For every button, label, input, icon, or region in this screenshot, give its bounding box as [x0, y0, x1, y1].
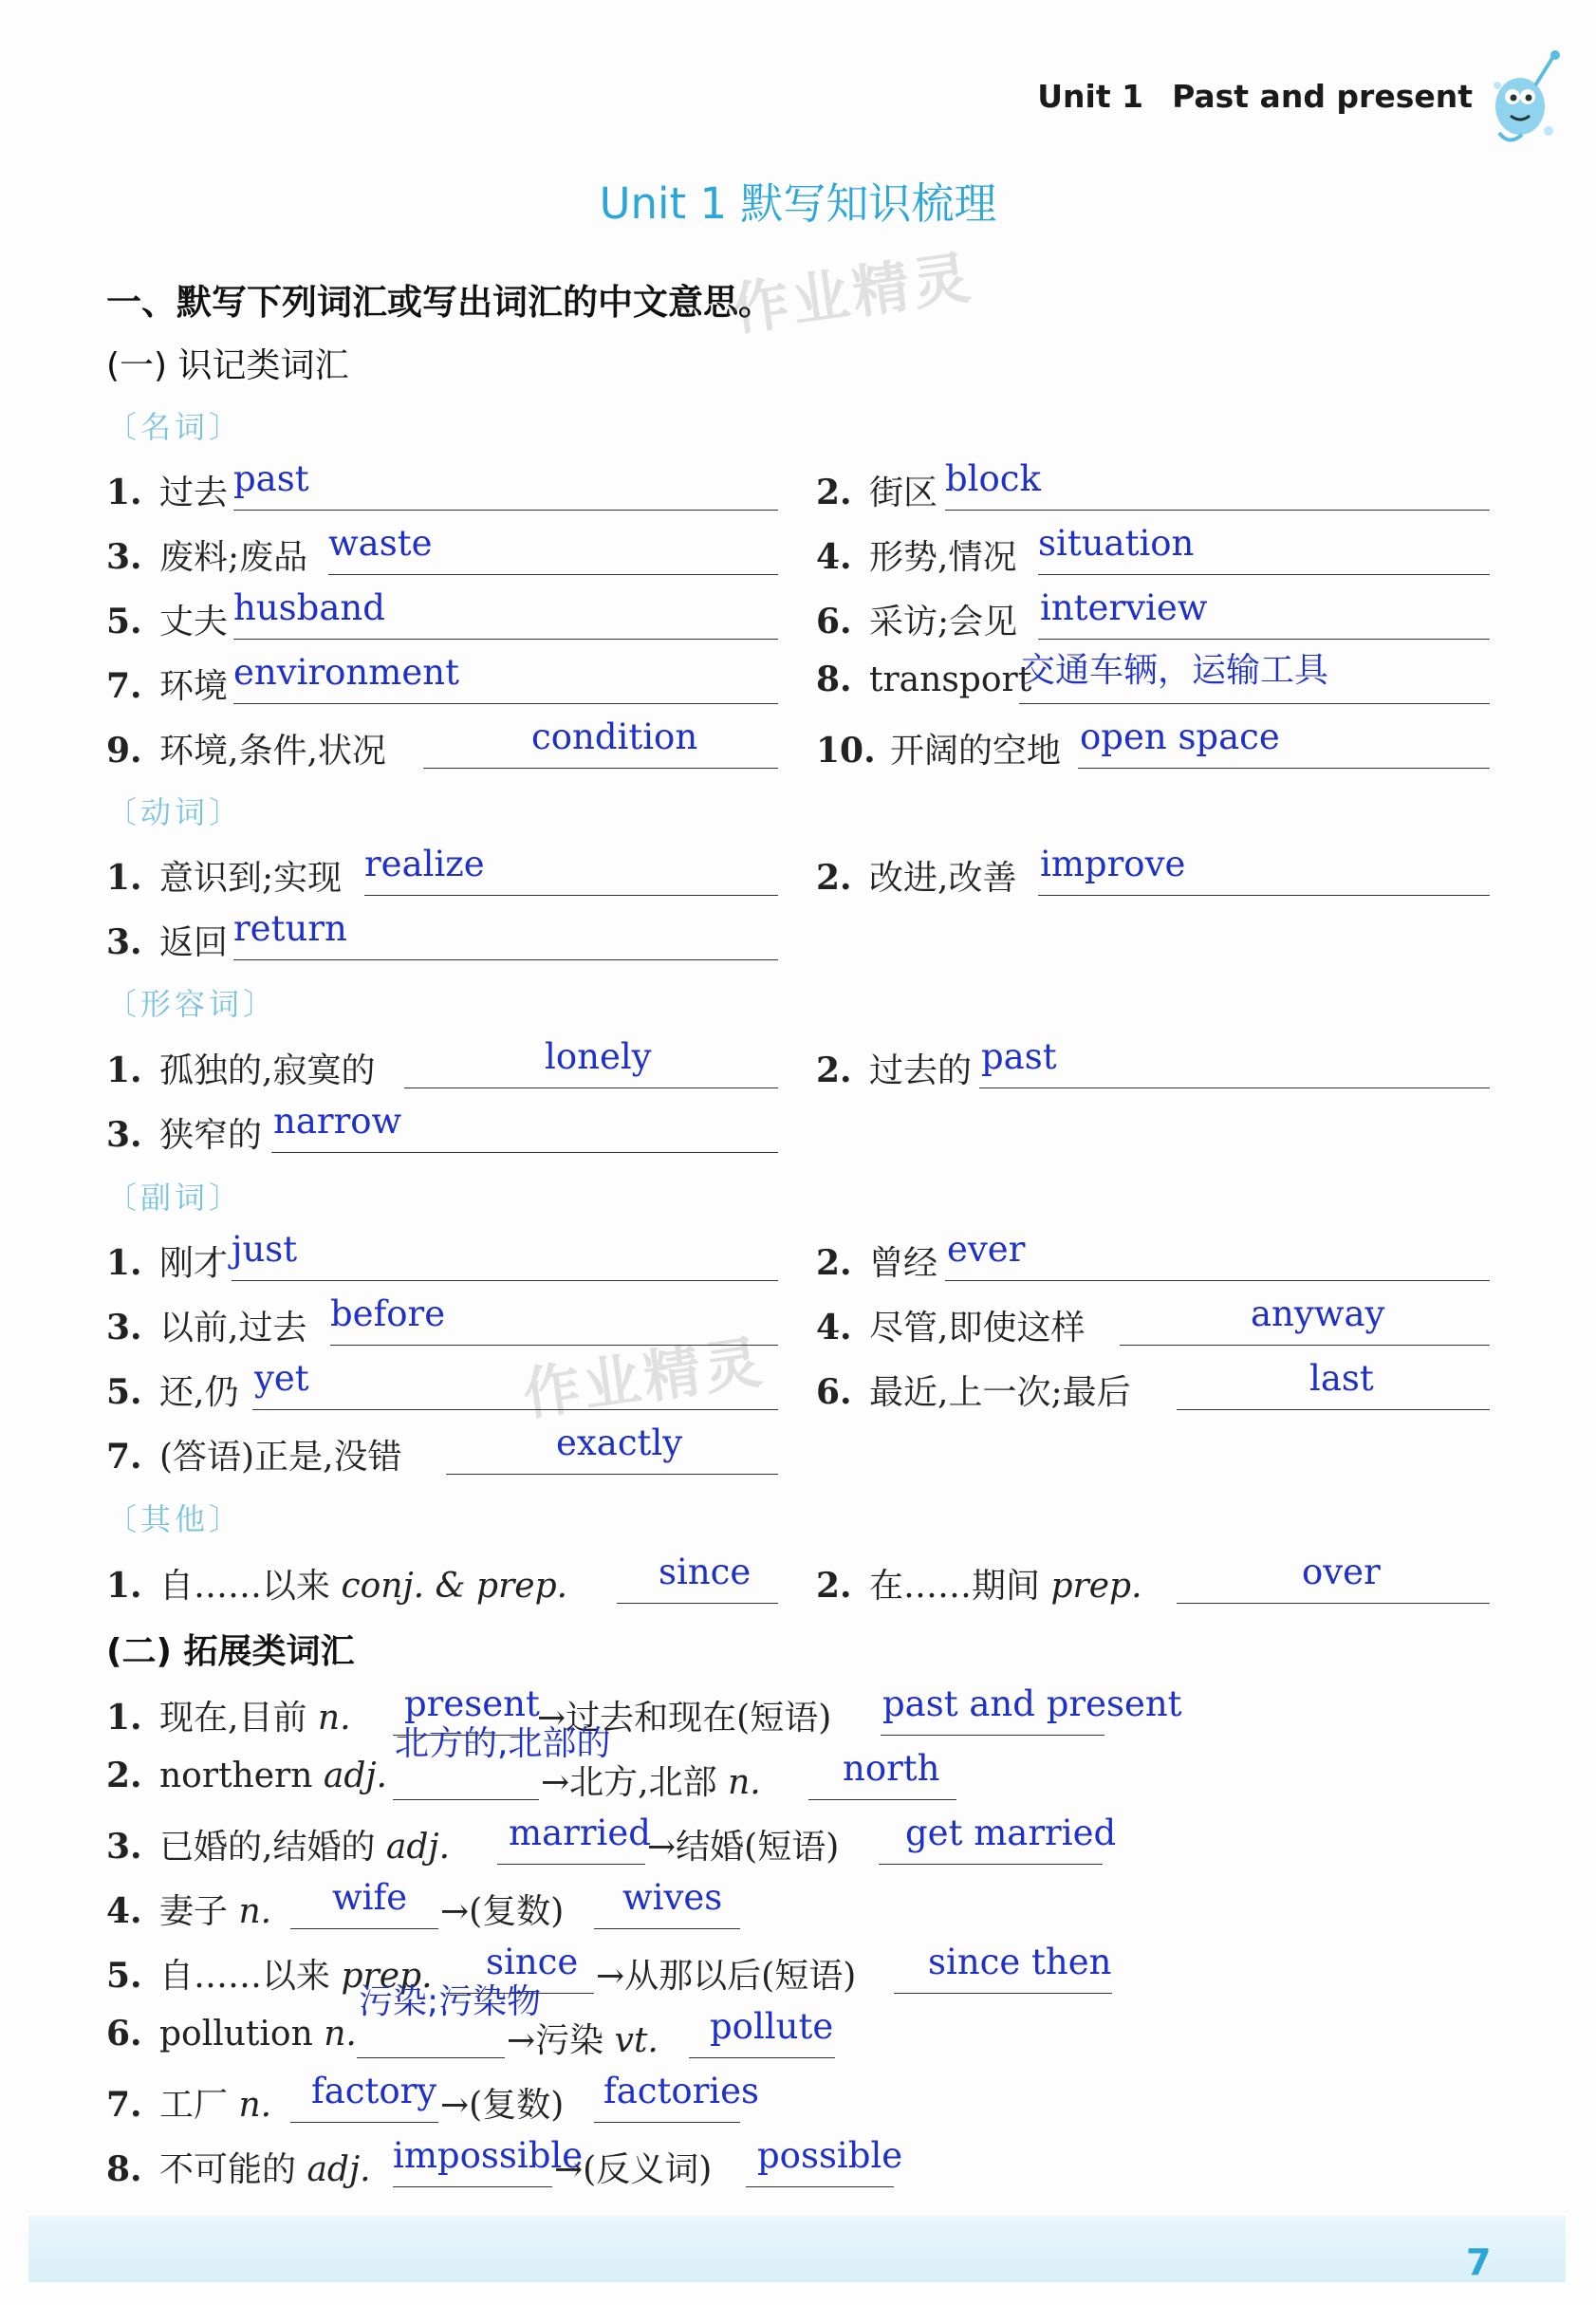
answer-blank	[979, 1087, 1490, 1088]
answer-text: improve	[1040, 844, 1186, 884]
answer-text: wife	[332, 1877, 408, 1918]
answer-blank	[233, 703, 778, 704]
answer-text: since	[486, 1942, 579, 1982]
answer-text: waste	[328, 523, 433, 564]
list-item: 4. 妻子 n.	[106, 1891, 272, 1931]
answer-blank	[1019, 703, 1490, 704]
list-item: 5. 自……以来 prep.	[106, 1956, 433, 1996]
category-noun: 〔名词〕	[106, 409, 244, 445]
header-topic: Past and present	[1172, 78, 1473, 115]
answer-blank	[233, 959, 778, 960]
answer-blank	[1038, 895, 1490, 896]
list-item: 1. 自……以来 conj. & prep.	[106, 1566, 568, 1606]
answer-text: factories	[603, 2071, 760, 2111]
list-item: 3. 狭窄的	[106, 1115, 263, 1155]
answer-blank	[393, 1799, 539, 1800]
answer-blank	[1177, 1409, 1490, 1410]
answer-text: lonely	[545, 1036, 652, 1077]
answer-text: 污染;污染物	[359, 1982, 542, 2021]
list-item-part: →结婚(短语)	[647, 1828, 840, 1867]
watermark: 作业精灵	[728, 244, 978, 344]
answer-text: get married	[905, 1812, 1117, 1853]
list-item-part: →北方,北部 n.	[541, 1763, 761, 1802]
answer-text: married	[509, 1812, 651, 1853]
answer-blank	[594, 1928, 740, 1929]
answer-blank	[594, 2122, 740, 2123]
list-item-part: →(复数)	[440, 2086, 565, 2125]
answer-text: yet	[254, 1358, 309, 1399]
category-other: 〔其他〕	[106, 1501, 244, 1537]
answer-text: ever	[947, 1229, 1026, 1270]
answer-text: since then	[928, 1942, 1112, 1982]
answer-text: 北方的,北部的	[395, 1724, 611, 1763]
section-heading: 一、默写下列词汇或写出词汇的中文意思。	[106, 282, 773, 323]
category-verb: 〔动词〕	[106, 794, 244, 830]
page-number: 7	[1466, 2241, 1492, 2283]
header-unit: Unit 1	[1037, 78, 1144, 115]
answer-text: 交通车辆，运输工具	[1021, 651, 1329, 690]
answer-blank	[746, 2186, 894, 2187]
answer-text: past and present	[882, 1683, 1182, 1724]
list-item-part: →污染 vt.	[507, 2021, 659, 2060]
list-item: 1. 过去	[106, 473, 229, 512]
list-item: 2. 过去的	[816, 1050, 973, 1090]
list-item: 7. (答语)正是,没错	[106, 1437, 402, 1477]
subsection-heading: (一) 识记类词汇	[106, 346, 349, 385]
answer-text: past	[233, 458, 309, 499]
list-item: 3. 已婚的,结婚的 adj.	[106, 1827, 451, 1867]
answer-text: past	[981, 1036, 1057, 1077]
list-item: 9. 环境,条件,状况	[106, 731, 386, 771]
answer-blank	[808, 1799, 956, 1800]
answer-text: narrow	[273, 1101, 402, 1142]
answer-blank	[290, 2122, 438, 2123]
answer-blank	[945, 1280, 1490, 1281]
answer-text: since	[659, 1552, 752, 1592]
answer-blank	[689, 2057, 835, 2058]
list-item: 2. 在……期间 prep.	[816, 1566, 1142, 1606]
list-item: 3. 以前,过去	[106, 1308, 307, 1348]
answer-text: situation	[1038, 523, 1195, 564]
answer-blank	[446, 1474, 778, 1475]
list-item: 2. northern adj.	[106, 1756, 387, 1795]
answer-blank	[328, 574, 778, 575]
list-item-part: →过去和现在(短语)	[537, 1699, 832, 1738]
list-item: 1. 现在,目前 n.	[106, 1698, 351, 1738]
answer-text: north	[843, 1748, 940, 1789]
answer-blank	[617, 1603, 778, 1604]
answer-text: open space	[1080, 716, 1280, 757]
answer-blank	[330, 1345, 778, 1346]
list-item: 4. 形势,情况	[816, 537, 1017, 577]
answer-text: factory	[311, 2071, 437, 2111]
answer-text: last	[1309, 1358, 1374, 1399]
list-item: 7. 工厂 n.	[106, 2085, 272, 2125]
list-item: 1. 刚才	[106, 1243, 229, 1283]
list-item: 2. 曾经	[816, 1243, 938, 1283]
answer-text: interview	[1040, 587, 1208, 628]
answer-blank	[404, 1087, 778, 1088]
list-item: 3. 废料;废品	[106, 537, 308, 577]
answer-blank	[290, 1928, 438, 1929]
answer-blank	[1038, 574, 1490, 575]
answer-text: wives	[622, 1877, 723, 1918]
answer-blank	[497, 1864, 645, 1865]
answer-blank	[1120, 1345, 1490, 1346]
subsection-heading: (二) 拓展类词汇	[106, 1632, 355, 1671]
answer-blank	[1177, 1603, 1490, 1604]
list-item-part: →从那以后(短语)	[596, 1957, 857, 1996]
answer-text: environment	[233, 652, 459, 693]
list-item: 4. 尽管,即使这样	[816, 1308, 1086, 1348]
answer-text: husband	[233, 587, 385, 628]
answer-blank	[879, 1864, 1103, 1865]
list-item: 2. 街区	[816, 473, 938, 512]
answer-blank	[1078, 768, 1490, 769]
list-item: 6. 最近,上一次;最后	[816, 1372, 1131, 1412]
list-item-part: →(反义词)	[554, 2150, 713, 2189]
answer-text: condition	[531, 716, 698, 757]
watermark: 作业精灵	[519, 1329, 770, 1429]
answer-blank	[232, 1280, 778, 1281]
list-item: 1. 意识到;实现	[106, 858, 343, 898]
answer-text: just	[232, 1229, 298, 1270]
answer-text: return	[233, 908, 347, 949]
list-item: 8. 不可能的 adj.	[106, 2149, 371, 2189]
bottom-decoration-band	[28, 2216, 1566, 2282]
answer-blank	[233, 639, 778, 640]
answer-text: impossible	[393, 2135, 584, 2176]
answer-blank	[252, 1409, 778, 1410]
list-item: 1. 孤独的,寂寞的	[106, 1050, 376, 1090]
answer-blank	[1038, 639, 1490, 640]
answer-text: before	[330, 1293, 446, 1334]
answer-blank	[357, 2057, 505, 2058]
answer-blank	[894, 1993, 1112, 1994]
answer-blank	[945, 510, 1490, 511]
answer-text: over	[1302, 1552, 1381, 1592]
answer-text: possible	[757, 2135, 903, 2176]
answer-blank	[364, 895, 778, 896]
list-item-part: →(复数)	[440, 1892, 565, 1931]
list-item: 5. 还,仍	[106, 1372, 239, 1412]
page-title: Unit 1 默写知识梳理	[599, 178, 997, 229]
answer-text: anyway	[1251, 1293, 1385, 1334]
answer-blank	[423, 768, 778, 769]
answer-blank	[393, 2186, 552, 2187]
answer-blank	[881, 1735, 1104, 1736]
answer-text: block	[945, 458, 1041, 499]
list-item: 2. 改进,改善	[816, 858, 1017, 898]
list-item: 6. 采访;会见	[816, 602, 1018, 641]
list-item: 8. transport	[816, 660, 1032, 699]
mascot-icon	[1480, 47, 1566, 152]
list-item: 5. 丈夫	[106, 602, 229, 641]
list-item: 10. 开阔的空地	[816, 731, 1062, 771]
answer-blank	[233, 510, 778, 511]
page-header	[1037, 78, 1473, 115]
category-adverb: 〔副词〕	[106, 1180, 244, 1216]
category-adjective: 〔形容词〕	[106, 986, 278, 1022]
answer-blank	[271, 1152, 778, 1153]
list-item: 3. 返回	[106, 922, 229, 962]
answer-text: realize	[364, 844, 485, 884]
list-item: 7. 环境	[106, 666, 229, 706]
answer-text: pollute	[710, 2006, 834, 2047]
answer-text: present	[404, 1683, 540, 1724]
answer-text: exactly	[556, 1422, 683, 1463]
list-item: 6. pollution n.	[106, 2014, 357, 2054]
